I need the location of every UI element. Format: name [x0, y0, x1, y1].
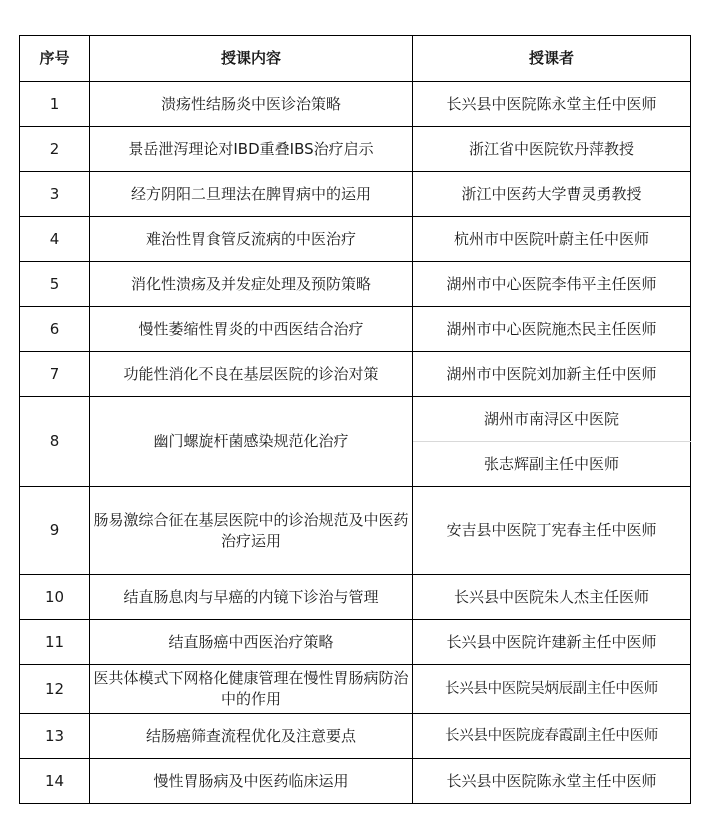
header-topic: 授课内容 [90, 36, 413, 82]
table-row [20, 397, 691, 442]
row-topic: 慢性胃肠病及中医药临床运用 [90, 759, 413, 804]
row-lecturer: 长兴县中医院吴炳辰副主任中医师 [413, 665, 691, 714]
row-num: 5 [20, 262, 90, 307]
header-row [20, 36, 691, 82]
table-row [20, 172, 691, 217]
table-row [20, 217, 691, 262]
row-lecturer: 浙江省中医院钦丹萍教授 [413, 127, 691, 172]
row-topic: 消化性溃疡及并发症处理及预防策略 [90, 262, 413, 307]
row-num: 7 [20, 352, 90, 397]
header-lecturer: 授课者 [413, 36, 691, 82]
row-topic: 功能性消化不良在基层医院的诊治对策 [90, 352, 413, 397]
row-num: 11 [20, 620, 90, 665]
row-lecturer: 湖州市中心医院李伟平主任医师 [413, 262, 691, 307]
row-num: 9 [20, 487, 90, 575]
row-lecturer: 安吉县中医院丁宪春主任中医师 [413, 487, 691, 575]
row-lecturer: 长兴县中医院陈永堂主任中医师 [413, 759, 691, 804]
row-topic: 结直肠息肉与早癌的内镜下诊治与管理 [90, 575, 413, 620]
table-row [20, 352, 691, 397]
table-row [20, 82, 691, 127]
row-topic: 幽门螺旋杆菌感染规范化治疗 [90, 397, 413, 487]
table-row [20, 759, 691, 804]
row-num: 12 [20, 665, 90, 714]
table-row [20, 714, 691, 759]
row-lecturer: 长兴县中医院朱人杰主任医师 [413, 575, 691, 620]
row-topic: 肠易激综合征在基层医院中的诊治规范及中医药治疗运用 [90, 487, 413, 575]
row-num: 8 [20, 397, 90, 487]
row-topic: 难治性胃食管反流病的中医治疗 [90, 217, 413, 262]
row-num: 2 [20, 127, 90, 172]
row-topic: 医共体模式下网格化健康管理在慢性胃肠病防治中的作用 [90, 665, 413, 714]
row-lecturer: 长兴县中医院许建新主任中医师 [413, 620, 691, 665]
row-lecturer: 长兴县中医院庞春霞副主任中医师 [413, 714, 691, 759]
row-topic: 慢性萎缩性胃炎的中西医结合治疗 [90, 307, 413, 352]
row-topic: 溃疡性结肠炎中医诊治策略 [90, 82, 413, 127]
row-lecturer: 湖州市中心医院施杰民主任医师 [413, 307, 691, 352]
row-num: 13 [20, 714, 90, 759]
row-topic: 经方阴阳二旦理法在脾胃病中的运用 [90, 172, 413, 217]
table-row [20, 487, 691, 575]
row-lecturer-line1: 湖州市南浔区中医院 [413, 397, 691, 442]
table-row [20, 127, 691, 172]
table-row [20, 620, 691, 665]
schedule-table-wrapper [19, 35, 691, 804]
row-lecturer: 湖州市中医院刘加新主任中医师 [413, 352, 691, 397]
row-lecturer: 杭州市中医院叶蔚主任中医师 [413, 217, 691, 262]
row-num: 14 [20, 759, 90, 804]
row-lecturer-line2: 张志辉副主任中医师 [413, 442, 691, 487]
row-num: 1 [20, 82, 90, 127]
table-row [20, 307, 691, 352]
table-row [20, 262, 691, 307]
row-num: 3 [20, 172, 90, 217]
table-row [20, 665, 691, 714]
row-num: 4 [20, 217, 90, 262]
table-row [20, 575, 691, 620]
row-lecturer: 长兴县中医院陈永堂主任中医师 [413, 82, 691, 127]
row-num: 6 [20, 307, 90, 352]
row-topic: 结肠癌筛查流程优化及注意要点 [90, 714, 413, 759]
row-topic: 景岳泄泻理论对IBD重叠IBS治疗启示 [90, 127, 413, 172]
row-topic: 结直肠癌中西医治疗策略 [90, 620, 413, 665]
row-lecturer: 浙江中医药大学曹灵勇教授 [413, 172, 691, 217]
row-num: 10 [20, 575, 90, 620]
course-schedule-table [19, 35, 691, 804]
header-num: 序号 [20, 36, 90, 82]
